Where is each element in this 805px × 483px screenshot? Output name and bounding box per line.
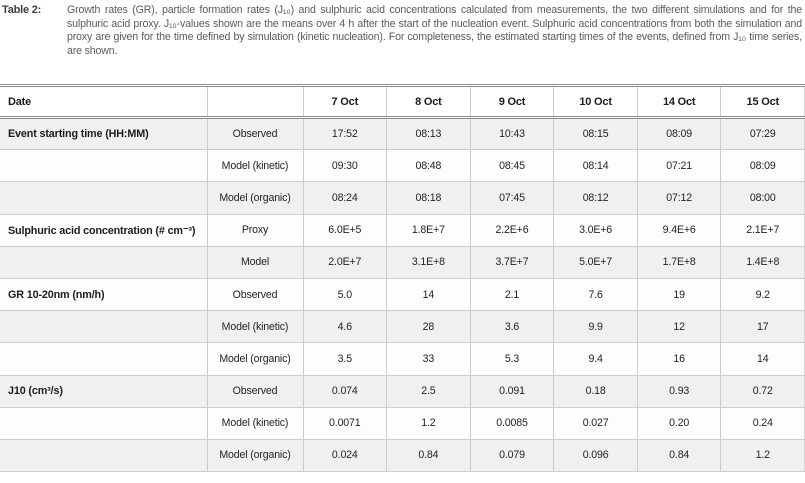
- table-row: [0, 214, 805, 246]
- cell-value: 0.72: [721, 375, 805, 407]
- cell-value: 08:09: [721, 150, 805, 182]
- cell-value: 19: [637, 278, 721, 310]
- cell-value: 9.4E+6: [637, 214, 721, 246]
- row-sub-label: Observed: [207, 278, 303, 310]
- row-group-label: [0, 182, 207, 214]
- cell-value: 3.7E+7: [470, 246, 554, 278]
- cell-value: 9.9: [554, 311, 638, 343]
- table-row: [0, 439, 805, 471]
- cell-value: 08:24: [303, 182, 387, 214]
- row-group-label: Sulphuric acid concentration (# cm⁻³): [0, 214, 207, 246]
- cell-value: 1.7E+8: [637, 246, 721, 278]
- row-group-label: GR 10-20nm (nm/h): [0, 278, 207, 310]
- cell-value: 07:21: [637, 150, 721, 182]
- cell-value: 3.0E+6: [554, 214, 638, 246]
- cell-value: 0.024: [303, 439, 387, 471]
- row-group-label: Event starting time (HH:MM): [0, 118, 207, 150]
- cell-value: 3.6: [470, 311, 554, 343]
- cell-value: 2.2E+6: [470, 214, 554, 246]
- row-group-label: J10 (cm³/s): [0, 375, 207, 407]
- table-row: [0, 118, 805, 150]
- header-row: [0, 86, 805, 118]
- cell-value: 7.6: [554, 278, 638, 310]
- cell-value: 08:09: [637, 118, 721, 150]
- row-group-label: [0, 150, 207, 182]
- cell-value: 08:14: [554, 150, 638, 182]
- table-row: [0, 246, 805, 278]
- table-row: [0, 150, 805, 182]
- cell-value: 5.3: [470, 343, 554, 375]
- cell-value: 08:18: [387, 182, 471, 214]
- header-col-8oct: 8 Oct: [387, 86, 471, 118]
- cell-value: 0.074: [303, 375, 387, 407]
- row-sub-label: Proxy: [207, 214, 303, 246]
- cell-value: 33: [387, 343, 471, 375]
- table-row: [0, 407, 805, 439]
- cell-value: 1.2: [721, 439, 805, 471]
- cell-value: 0.091: [470, 375, 554, 407]
- cell-value: 6.0E+5: [303, 214, 387, 246]
- table-caption: [0, 0, 805, 58]
- row-sub-label: Model (organic): [207, 439, 303, 471]
- cell-value: 0.84: [637, 439, 721, 471]
- header-col-10oct: 10 Oct: [554, 86, 638, 118]
- row-group-label: [0, 343, 207, 375]
- header-col-9oct: 9 Oct: [470, 86, 554, 118]
- cell-value: 17: [721, 311, 805, 343]
- cell-value: 0.079: [470, 439, 554, 471]
- cell-value: 0.0085: [470, 407, 554, 439]
- header-date-label: Date: [0, 86, 207, 118]
- cell-value: 12: [637, 311, 721, 343]
- row-sub-label: Model: [207, 246, 303, 278]
- cell-value: 08:48: [387, 150, 471, 182]
- cell-value: 9.4: [554, 343, 638, 375]
- cell-value: 08:13: [387, 118, 471, 150]
- cell-value: 2.1: [470, 278, 554, 310]
- cell-value: 08:12: [554, 182, 638, 214]
- table-body: [0, 118, 805, 472]
- cell-value: 14: [721, 343, 805, 375]
- table-row: [0, 375, 805, 407]
- cell-value: 08:00: [721, 182, 805, 214]
- cell-value: 4.6: [303, 311, 387, 343]
- header-col-15oct: 15 Oct: [721, 86, 805, 118]
- cell-value: 2.5: [387, 375, 471, 407]
- cell-value: 10:43: [470, 118, 554, 150]
- row-sub-label: Model (organic): [207, 182, 303, 214]
- row-sub-label: Model (kinetic): [207, 150, 303, 182]
- cell-value: 2.0E+7: [303, 246, 387, 278]
- header-empty-cell: [207, 86, 303, 118]
- row-group-label: [0, 246, 207, 278]
- cell-value: 16: [637, 343, 721, 375]
- cell-value: 0.096: [554, 439, 638, 471]
- row-group-label: [0, 439, 207, 471]
- row-sub-label: Observed: [207, 375, 303, 407]
- cell-value: 3.1E+8: [387, 246, 471, 278]
- cell-value: 0.84: [387, 439, 471, 471]
- cell-value: 1.8E+7: [387, 214, 471, 246]
- cell-value: 07:12: [637, 182, 721, 214]
- row-group-label: [0, 311, 207, 343]
- cell-value: 0.18: [554, 375, 638, 407]
- cell-value: 3.5: [303, 343, 387, 375]
- table-row: [0, 311, 805, 343]
- cell-value: 9.2: [721, 278, 805, 310]
- cell-value: 08:15: [554, 118, 638, 150]
- table-row: [0, 182, 805, 214]
- row-sub-label: Model (kinetic): [207, 311, 303, 343]
- table-row: [0, 278, 805, 310]
- cell-value: 28: [387, 311, 471, 343]
- cell-value: 0.20: [637, 407, 721, 439]
- row-sub-label: Observed: [207, 118, 303, 150]
- cell-value: 1.2: [387, 407, 471, 439]
- cell-value: 17:52: [303, 118, 387, 150]
- cell-value: 0.93: [637, 375, 721, 407]
- row-group-label: [0, 407, 207, 439]
- cell-value: 5.0: [303, 278, 387, 310]
- cell-value: 1.4E+8: [721, 246, 805, 278]
- table-caption-label: Table 2:: [2, 4, 42, 16]
- cell-value: 0.24: [721, 407, 805, 439]
- cell-value: 07:29: [721, 118, 805, 150]
- table-caption-text: Growth rates (GR), particle formation rates (J₁₀) and sulphuric acid concentrations calculated from measurements, the two different simulations and for the sulphuric acid proxy. J₁₀-values shown are the means over 4 h after the start of the nucleation event. Sulphuric acid concentrations from both the simulation and proxy are given for the time defined by simulation (kinetic nucleation). For completeness, the estimated starting times of the events, defined from J₁₀ time series, are shown.: [67, 4, 802, 57]
- table-row: [0, 343, 805, 375]
- cell-value: 2.1E+7: [721, 214, 805, 246]
- cell-value: 0.0071: [303, 407, 387, 439]
- cell-value: 07:45: [470, 182, 554, 214]
- cell-value: 5.0E+7: [554, 246, 638, 278]
- row-sub-label: Model (kinetic): [207, 407, 303, 439]
- header-col-7oct: 7 Oct: [303, 86, 387, 118]
- row-sub-label: Model (organic): [207, 343, 303, 375]
- cell-value: 14: [387, 278, 471, 310]
- header-col-14oct: 14 Oct: [637, 86, 721, 118]
- results-table: [0, 84, 805, 472]
- cell-value: 0.027: [554, 407, 638, 439]
- cell-value: 09:30: [303, 150, 387, 182]
- cell-value: 08:45: [470, 150, 554, 182]
